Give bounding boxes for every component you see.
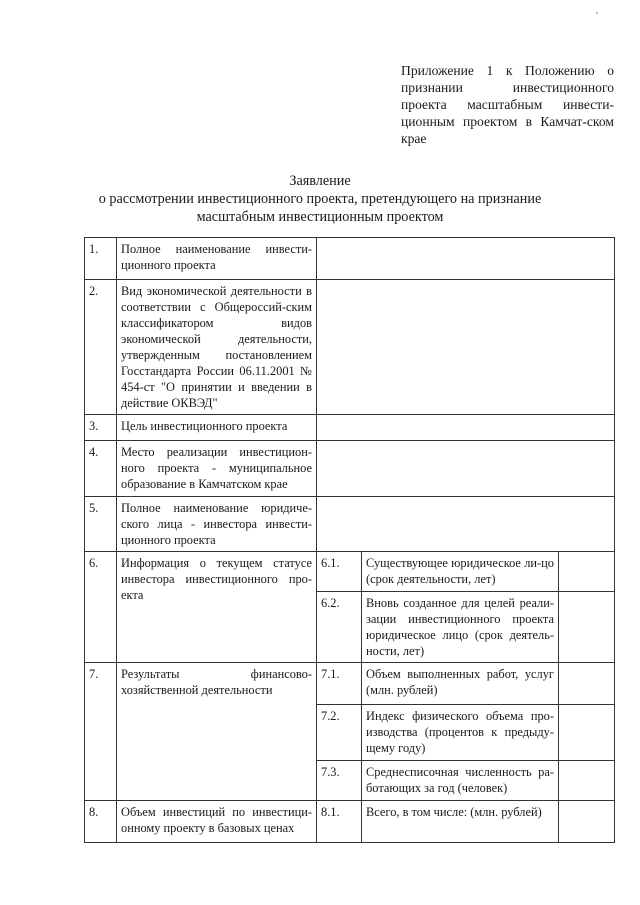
row-label: Место реализации инвестицион-ного проекта - муниципальное образование в Камчатском крае — [117, 441, 317, 497]
value-cell[interactable] — [559, 761, 615, 801]
subrow-number: 6.1. — [317, 552, 362, 592]
value-cell[interactable] — [317, 280, 615, 415]
table-row — [85, 441, 615, 497]
title-line-2: о рассмотрении инвестиционного проекта, претендующего на признание — [98, 191, 542, 207]
subrow-label: Объем выполненных работ, услуг (млн. рублей) — [362, 663, 559, 705]
table-row — [85, 415, 615, 441]
subrow-number: 8.1. — [317, 801, 362, 843]
row-number: 7. — [85, 663, 117, 801]
subrow-number: 6.2. — [317, 592, 362, 663]
row-number: 3. — [85, 415, 117, 441]
subrow-number: 7.3. — [317, 761, 362, 801]
document-title — [0, 172, 640, 226]
table-row — [85, 663, 615, 705]
value-cell[interactable] — [317, 497, 615, 552]
table-row — [85, 552, 615, 592]
subrow-number: 7.1. — [317, 663, 362, 705]
row-number: 2. — [85, 280, 117, 415]
subrow-label: Всего, в том числе: (млн. рублей) — [362, 801, 559, 843]
scan-speck — [596, 12, 598, 14]
row-number: 4. — [85, 441, 117, 497]
row-label: Результаты финансово-хозяйственной деятельности — [117, 663, 317, 801]
row-label: Вид экономической деятельности в соответствии с Общероссий-ским классификатором видов экономической деятельности, утвержденным постановлением Госстандарта России 06.11.2001 № 454-ст "О принятии и введении в действие ОКВЭД" — [117, 280, 317, 415]
value-cell[interactable] — [559, 705, 615, 761]
value-cell[interactable] — [317, 238, 615, 280]
subrow-number: 7.2. — [317, 705, 362, 761]
row-label: Информация о текущем статусе инвестора инвестиционного про-екта — [117, 552, 317, 663]
row-number: 6. — [85, 552, 117, 663]
subrow-label: Существующее юридическое ли-цо (срок деятельности, лет) — [362, 552, 559, 592]
row-label: Полное наименование юридиче-ского лица - инвестора инвести-ционного проекта — [117, 497, 317, 552]
row-number: 5. — [85, 497, 117, 552]
value-cell[interactable] — [317, 415, 615, 441]
row-label: Объем инвестиций по инвестици-онному проекту в базовых ценах — [117, 801, 317, 843]
row-number: 1. — [85, 238, 117, 280]
title-line-3: масштабным инвестиционным проектом — [196, 209, 444, 225]
row-label: Цель инвестиционного проекта — [117, 415, 317, 441]
appendix-note: Приложение 1 к Положению о признании инвестиционного проекта масштабным инвести-ционным проектом в Камчат-ском крае — [401, 63, 614, 146]
row-label: Полное наименование инвести-ционного проекта — [117, 238, 317, 280]
title-line-1: Заявление — [289, 173, 351, 189]
subrow-label: Индекс физического объема про-изводства (процентов к предыду-щему году) — [362, 705, 559, 761]
table-row — [85, 497, 615, 552]
table-row — [85, 238, 615, 280]
table-row — [85, 280, 615, 415]
subrow-label: Среднесписочная численность ра-ботающих за год (человек) — [362, 761, 559, 801]
subrow-label: Вновь созданное для целей реали-зации инвестиционного проекта юридическое лицо (срок деятель-ности, лет) — [362, 592, 559, 663]
value-cell[interactable] — [317, 441, 615, 497]
table-row — [85, 801, 615, 843]
value-cell[interactable] — [559, 592, 615, 663]
application-form-table — [84, 237, 615, 843]
value-cell[interactable] — [559, 663, 615, 705]
value-cell[interactable] — [559, 801, 615, 843]
value-cell[interactable] — [559, 552, 615, 592]
row-number: 8. — [85, 801, 117, 843]
